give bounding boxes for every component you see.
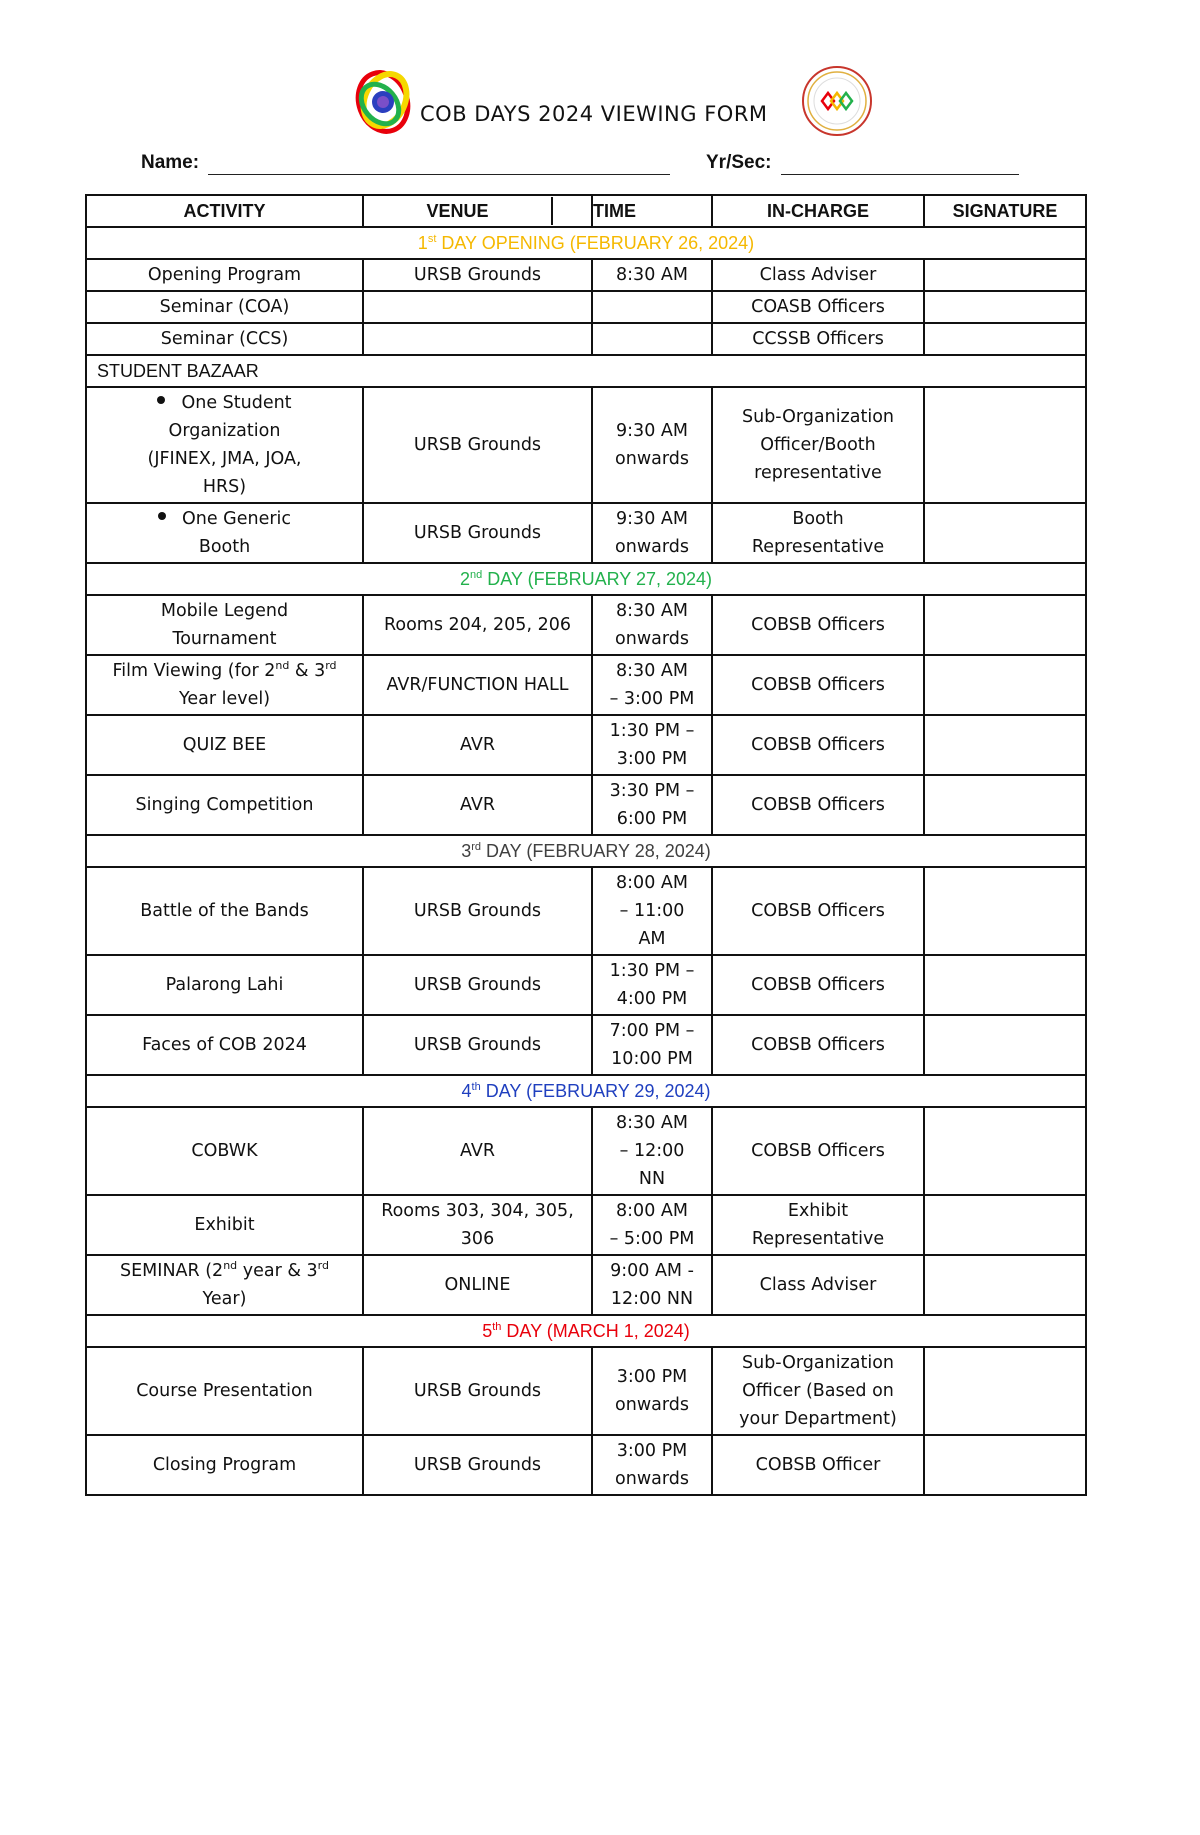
time-cell: 3:00 PM onwards	[592, 1347, 712, 1435]
day-5-label: 5th DAY (MARCH 1, 2024)	[86, 1315, 1086, 1347]
time-cell: 9:30 AM onwards	[592, 387, 712, 503]
incharge-cell: Sub-Organization Officer (Based on your Department)	[712, 1347, 924, 1435]
table-row	[86, 867, 1086, 955]
activity-cell: Film Viewing (for 2nd & 3rd Year level)	[86, 655, 363, 715]
schedule-table	[85, 194, 1087, 1496]
incharge-cell: Booth Representative	[712, 503, 924, 563]
signature-cell[interactable]	[924, 323, 1086, 355]
student-bazaar-label: STUDENT BAZAAR	[86, 355, 1086, 387]
incharge-cell: COBSB Officers	[712, 655, 924, 715]
col-signature: SIGNATURE	[924, 195, 1086, 227]
venue-cell: Rooms 204, 205, 206	[363, 595, 592, 655]
day-1-header	[86, 227, 1086, 259]
time-cell: 9:30 AM onwards	[592, 503, 712, 563]
activity-cell: QUIZ BEE	[86, 715, 363, 775]
signature-cell[interactable]	[924, 503, 1086, 563]
name-label: Name:	[141, 152, 200, 173]
venue-cell: AVR/FUNCTION HALL	[363, 655, 592, 715]
table-row	[86, 1107, 1086, 1195]
time-cell: 8:30 AM – 12:00 NN	[592, 1107, 712, 1195]
time-cell: 3:30 PM – 6:00 PM	[592, 775, 712, 835]
venue-cell: AVR	[363, 1107, 592, 1195]
activity-cell: Exhibit	[86, 1195, 363, 1255]
incharge-cell: COBSB Officers	[712, 595, 924, 655]
time-cell: 1:30 PM – 3:00 PM	[592, 715, 712, 775]
day-5-header	[86, 1315, 1086, 1347]
student-info	[0, 148, 1200, 178]
signature-cell[interactable]	[924, 1015, 1086, 1075]
table-row	[86, 1015, 1086, 1075]
incharge-cell: COBSB Officers	[712, 1107, 924, 1195]
table-row	[86, 775, 1086, 835]
incharge-cell: Exhibit Representative	[712, 1195, 924, 1255]
signature-cell[interactable]	[924, 291, 1086, 323]
signature-cell[interactable]	[924, 775, 1086, 835]
table-row	[86, 323, 1086, 355]
venue-cell: URSB Grounds	[363, 955, 592, 1015]
table-row	[86, 1435, 1086, 1495]
venue-cell	[363, 291, 592, 323]
incharge-cell: Class Adviser	[712, 259, 924, 291]
incharge-cell: COASB Officers	[712, 291, 924, 323]
day-2-label: 2nd DAY (FEBRUARY 27, 2024)	[86, 563, 1086, 595]
table-row	[86, 1347, 1086, 1435]
activity-cell: Closing Program	[86, 1435, 363, 1495]
venue-cell: AVR	[363, 715, 592, 775]
signature-cell[interactable]	[924, 1255, 1086, 1315]
table-row	[86, 655, 1086, 715]
col-time: TIME	[592, 195, 712, 227]
table-row	[86, 1255, 1086, 1315]
incharge-cell: COBSB Officers	[712, 775, 924, 835]
activity-cell: One Generic Booth	[86, 503, 363, 563]
bullet-icon	[158, 512, 166, 520]
activity-cell: COBWK	[86, 1107, 363, 1195]
activity-cell: Singing Competition	[86, 775, 363, 835]
incharge-cell: COBSB Officers	[712, 715, 924, 775]
activity-cell: SEMINAR (2nd year & 3rd Year)	[86, 1255, 363, 1315]
time-cell: 8:00 AM – 11:00 AM	[592, 867, 712, 955]
time-cell: 8:30 AM – 3:00 PM	[592, 655, 712, 715]
day-2-header	[86, 563, 1086, 595]
venue-cell: URSB Grounds	[363, 387, 592, 503]
activity-cell: Faces of COB 2024	[86, 1015, 363, 1075]
signature-cell[interactable]	[924, 715, 1086, 775]
incharge-cell: Sub-Organization Officer/Booth representative	[712, 387, 924, 503]
incharge-cell: Class Adviser	[712, 1255, 924, 1315]
table-row	[86, 291, 1086, 323]
table-row	[86, 387, 1086, 503]
col-activity: ACTIVITY	[86, 195, 363, 227]
incharge-cell: COBSB Officers	[712, 955, 924, 1015]
signature-cell[interactable]	[924, 867, 1086, 955]
venue-cell: URSB Grounds	[363, 1015, 592, 1075]
table-row	[86, 503, 1086, 563]
form-header	[0, 58, 1200, 144]
col-venue-label: VENUE	[364, 197, 553, 225]
table-row	[86, 259, 1086, 291]
activity-cell: Mobile Legend Tournament	[86, 595, 363, 655]
incharge-cell: COBSB Officer	[712, 1435, 924, 1495]
table-row	[86, 595, 1086, 655]
venue-cell: URSB Grounds	[363, 503, 592, 563]
yrsec-label: Yr/Sec:	[706, 152, 772, 173]
time-cell	[592, 323, 712, 355]
time-cell: 7:00 PM – 10:00 PM	[592, 1015, 712, 1075]
cob-logo-right	[800, 64, 874, 138]
day-4-header	[86, 1075, 1086, 1107]
signature-cell[interactable]	[924, 1347, 1086, 1435]
col-incharge: IN-CHARGE	[712, 195, 924, 227]
incharge-cell: CCSSB Officers	[712, 323, 924, 355]
incharge-cell: COBSB Officers	[712, 1015, 924, 1075]
name-field[interactable]	[208, 174, 670, 175]
table-row	[86, 1195, 1086, 1255]
venue-cell: URSB Grounds	[363, 1347, 592, 1435]
venue-cell: ONLINE	[363, 1255, 592, 1315]
activity-cell: Seminar (CCS)	[86, 323, 363, 355]
signature-cell[interactable]	[924, 1435, 1086, 1495]
venue-cell: URSB Grounds	[363, 1435, 592, 1495]
signature-cell[interactable]	[924, 955, 1086, 1015]
signature-cell[interactable]	[924, 1195, 1086, 1255]
bullet-icon	[157, 396, 165, 404]
activity-cell: Battle of the Bands	[86, 867, 363, 955]
day-3-header	[86, 835, 1086, 867]
form-title: COB DAYS 2024 VIEWING FORM	[420, 102, 768, 126]
time-cell: 8:30 AM onwards	[592, 595, 712, 655]
col-venue	[363, 195, 592, 227]
activity-cell: Seminar (COA)	[86, 291, 363, 323]
time-cell: 8:00 AM – 5:00 PM	[592, 1195, 712, 1255]
day-1-label: 1st DAY OPENING (FEBRUARY 26, 2024)	[86, 227, 1086, 259]
activity-cell: Opening Program	[86, 259, 363, 291]
time-cell: 8:30 AM	[592, 259, 712, 291]
time-cell: 9:00 AM - 12:00 NN	[592, 1255, 712, 1315]
student-bazaar-row	[86, 355, 1086, 387]
activity-cell: One Student Organization (JFINEX, JMA, JOA, HRS)	[86, 387, 363, 503]
signature-cell[interactable]	[924, 1107, 1086, 1195]
signature-cell[interactable]	[924, 655, 1086, 715]
signature-cell[interactable]	[924, 259, 1086, 291]
activity-cell: Palarong Lahi	[86, 955, 363, 1015]
signature-cell[interactable]	[924, 595, 1086, 655]
venue-cell	[363, 323, 592, 355]
venue-cell: Rooms 303, 304, 305, 306	[363, 1195, 592, 1255]
yrsec-field[interactable]	[781, 174, 1019, 175]
table-row	[86, 955, 1086, 1015]
cob-logo-left	[352, 62, 414, 138]
signature-cell[interactable]	[924, 387, 1086, 503]
day-4-label: 4th DAY (FEBRUARY 29, 2024)	[86, 1075, 1086, 1107]
venue-cell: AVR	[363, 775, 592, 835]
time-cell	[592, 291, 712, 323]
day-3-label: 3rd DAY (FEBRUARY 28, 2024)	[86, 835, 1086, 867]
table-header-row	[86, 195, 1086, 227]
incharge-cell: COBSB Officers	[712, 867, 924, 955]
table-row	[86, 715, 1086, 775]
venue-cell: URSB Grounds	[363, 259, 592, 291]
time-cell: 3:00 PM onwards	[592, 1435, 712, 1495]
activity-cell: Course Presentation	[86, 1347, 363, 1435]
venue-cell: URSB Grounds	[363, 867, 592, 955]
time-cell: 1:30 PM – 4:00 PM	[592, 955, 712, 1015]
